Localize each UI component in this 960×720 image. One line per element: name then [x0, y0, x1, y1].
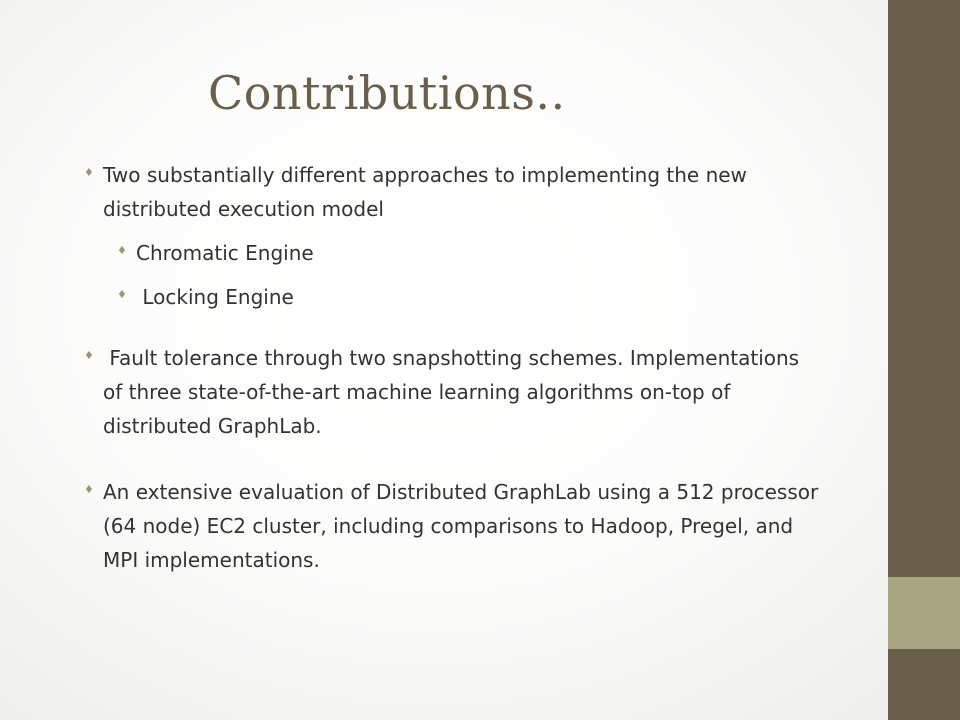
diamond-bullet-icon: ♦ — [84, 349, 94, 362]
bullet-text: An extensive evaluation of Distributed GraphLab using a 512 processor (64 node) EC2 cluster, including comparisons to Hadoop, Pregel, and MPI implementations. — [103, 480, 825, 572]
decorative-sidebar — [888, 0, 960, 720]
diamond-bullet-icon: ♦ — [84, 483, 94, 496]
bullet-text: Locking Engine — [136, 285, 294, 309]
bullet-text: Chromatic Engine — [136, 241, 314, 265]
sub-bullet-locking-engine — [117, 280, 816, 314]
bullet-text: Two substantially different approaches to implementing the new distributed execution model — [103, 163, 754, 221]
sidebar-band-middle — [888, 577, 960, 649]
slide-title: Contributions.. — [208, 66, 566, 120]
sub-bullet-chromatic-engine — [117, 236, 816, 270]
bullet-approaches — [84, 158, 823, 226]
bullet-evaluation — [84, 475, 825, 577]
bullet-fault-tolerance — [84, 341, 823, 443]
sidebar-band-top — [888, 0, 960, 577]
diamond-bullet-icon: ♦ — [117, 244, 127, 257]
sidebar-band-bottom — [888, 649, 960, 720]
diamond-bullet-icon: ♦ — [84, 166, 94, 179]
diamond-bullet-icon: ♦ — [117, 288, 127, 301]
bullet-text: Fault tolerance through two snapshotting schemes. Implementations of three state-of-the-art machine learning algorithms on-top of distributed GraphLab. — [103, 346, 806, 438]
